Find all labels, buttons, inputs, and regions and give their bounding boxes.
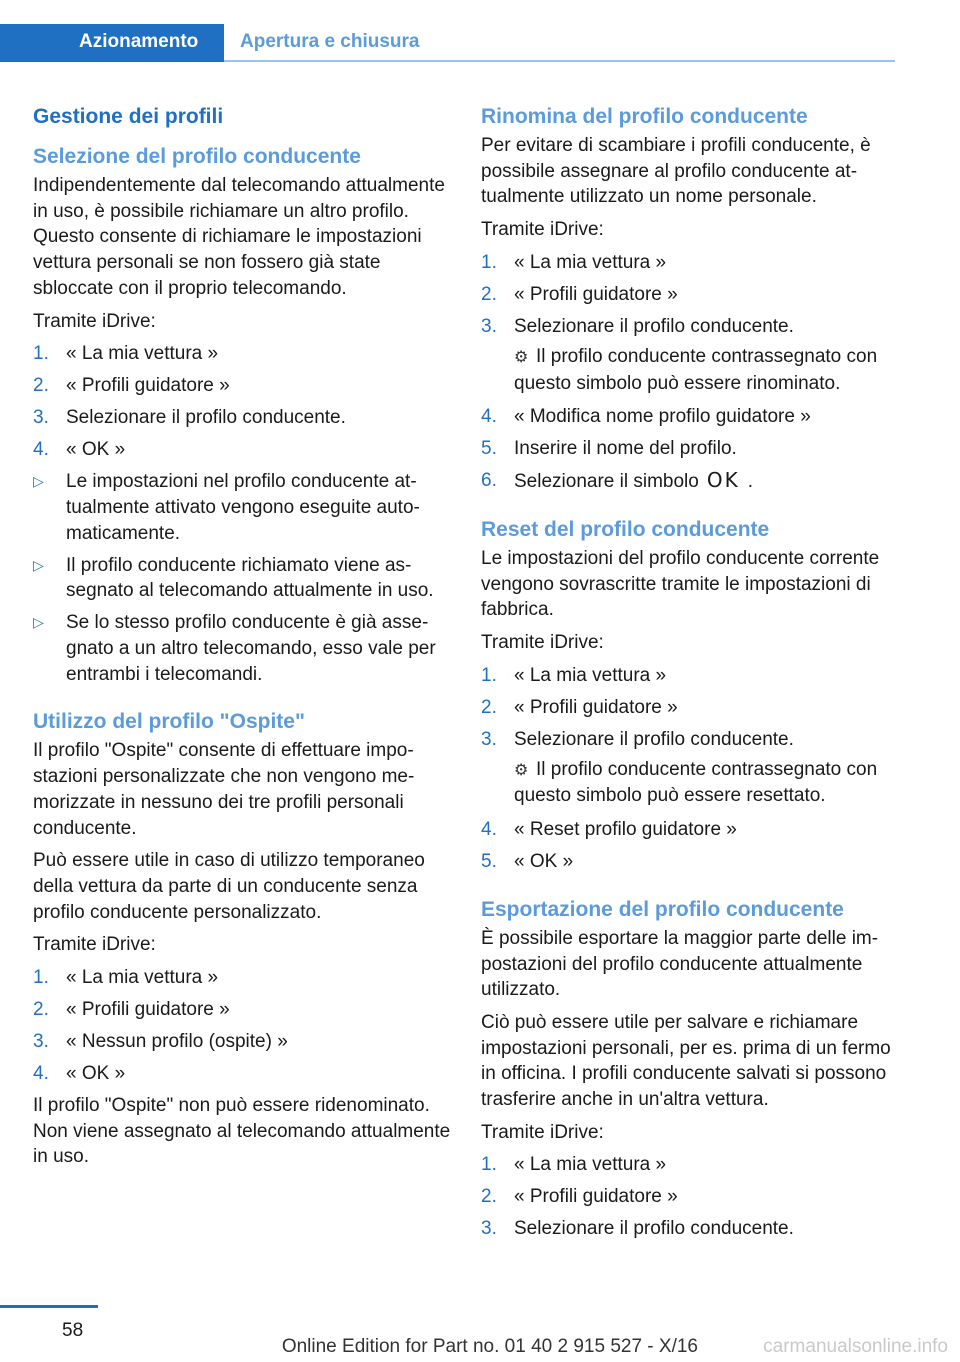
list-item: 2. « Profili guidatore » [481,696,678,718]
left-column [33,100,453,1177]
symbol-note: ⚙ Il profilo conducente contrassegnato con questo simbolo può essere resettato. [514,758,878,807]
list-item: 1. « La mia vettura » [481,664,667,686]
paragraph: Le impostazioni del profilo conducente corrente vengono sovrascritte tramite le impostazioni di fabbrica. [481,547,880,621]
list-item: 3. Selezionare il profilo conducente. [481,315,794,337]
gear-icon: ⚙ [514,348,529,366]
idrive-label: Tramite iDrive: [481,632,604,654]
list-item: ▷ Il profilo conducente richiamato viene assegnato al telecomando attualmente in uso. [33,554,434,602]
list-item: 5. « OK » [481,851,574,873]
list-item: 4. « OK » [33,1063,126,1085]
page-title: Gestione dei profili [33,105,224,128]
paragraph: Il profilo "Ospite" non può essere ridenominato. Non viene assegnato al telecomando attualmente in uso. [33,1095,451,1168]
step-list [33,965,453,1087]
triangle-right-icon: ▷ [33,473,44,490]
step-list [481,817,901,875]
section-heading: Rinomina del profilo conducente [481,105,808,128]
list-item: 4. « OK » [33,439,126,461]
bullet-list [33,469,453,687]
list-item: 1. « La mia vettura » [481,251,667,273]
section-heading: Utilizzo del profilo "Ospite" [33,710,305,734]
header-bar [0,0,960,62]
section-heading: Esportazione del profilo conducente [481,897,844,921]
paragraph: Indipendentemente dal telecomando attualmente in uso, è possibile richiamare un altro profilo. Questo consente di richiamare le impostazioni vettura personali se non fossero già state sbloccate con il proprio telecomando. [33,175,445,299]
right-column [481,100,901,1248]
header-divider [224,60,895,62]
paragraph: Per evitare di scambiare i profili conducente, è possibile assegnare al profilo conducente attualmente utilizzato un nome personale. [481,135,871,208]
paragraph: È possibile esportare la maggior parte delle impostazioni del profilo conducente attualmente utilizzato. [481,927,879,1001]
step-list [481,404,901,495]
list-item: 1. « La mia vettura » [33,967,219,989]
idrive-label: Tramite iDrive: [33,310,156,332]
section-heading: Selezione del profilo conducente [33,145,361,168]
list-item: 2. « Profili guidatore » [33,375,230,397]
gear-icon: ⚙ [514,761,529,779]
edition-footer: Online Edition for Part no. 01 40 2 915 527 - X/16 [281,1336,698,1357]
list-item: ▷ Se lo stesso profilo conducente è già assegnato a un altro telecomando, esso vale per entrambi i telecomandi. [33,612,436,685]
list-item: 3. « Nessun profilo (ospite) » [33,1031,288,1053]
symbol-note: ⚙ Il profilo conducente contrassegnato con questo simbolo può essere rinominato. [514,345,878,394]
list-item: 2. « Profili guidatore » [33,999,230,1021]
step-list [481,250,901,340]
step-list [481,663,901,753]
triangle-right-icon: ▷ [33,556,44,573]
list-item: 3. Selezionare il profilo conducente. [481,728,794,750]
page-number-rule [0,1305,98,1308]
ok-symbol-icon: OK [706,468,740,493]
list-item: 3. Selezionare il profilo conducente. [33,407,346,429]
tab-azionamento[interactable]: Azionamento [0,24,224,62]
list-item: ▷ Le impostazioni nel profilo conducente attualmente attivato vengono eseguite automaticamente. [33,471,420,544]
list-item: 4. « Modifica nome profilo guidatore » [481,406,811,428]
idrive-label: Tramite iDrive: [481,1121,604,1143]
list-item: 1. « La mia vettura » [481,1154,667,1176]
paragraph: Il profilo "Ospite" consente di effettuare impostazioni personalizzate che non vengono memorizzate in nessuno dei tre profili personali conducente. [33,740,415,839]
tab-apertura-chiusura[interactable]: Apertura e chiusura [240,31,420,52]
idrive-label: Tramite iDrive: [33,934,156,956]
list-item: 1. « La mia vettura » [33,343,219,365]
page-number: 58 [62,1320,84,1341]
list-item: 2. « Profili guidatore » [481,283,678,305]
paragraph: Può essere utile in caso di utilizzo temporaneo della vettura da parte di un conducente senza profilo conducente personalizzato. [33,850,425,923]
watermark: carmanualsonline.info [763,1336,948,1357]
list-item: 3. Selezionare il profilo conducente. [481,1218,794,1240]
list-item: 6. Selezionare il simbolo OK . [481,468,753,493]
list-item: 4. « Reset profilo guidatore » [481,819,737,841]
paragraph: Ciò può essere utile per salvare e richiamare impostazioni personali, per es. prima di un fermo in officina. I profili conducente salvati si possono trasferire anche in un'altra vettura. [481,1011,891,1111]
step-list [481,1152,901,1242]
list-item: 5. Inserire il nome del profilo. [481,438,737,460]
section-heading: Reset del profilo conducente [481,517,770,541]
idrive-label: Tramite iDrive: [481,219,604,241]
list-item: 2. « Profili guidatore » [481,1186,678,1208]
triangle-right-icon: ▷ [33,614,44,631]
step-list [33,341,453,463]
